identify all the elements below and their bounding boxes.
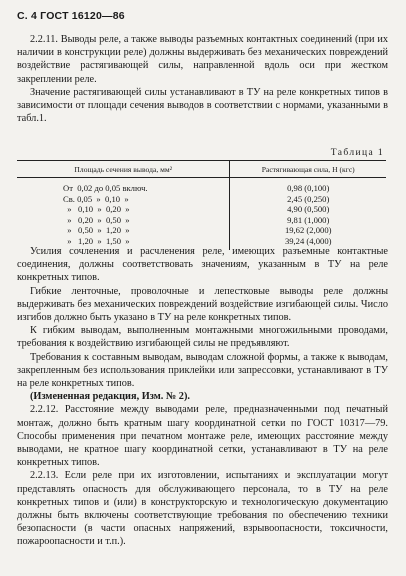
table-header-force: Растягивающая сила, Н (кгс) xyxy=(230,161,386,178)
table-row xyxy=(17,215,386,226)
table-cell-force: 9,81 (1,000) xyxy=(287,214,330,225)
edition-note: (Измененная редакция, Изм. № 2). xyxy=(30,391,190,403)
table-cell-force: 39,24 (4,000) xyxy=(284,235,332,246)
table-cell-area: » 0,50 » 1,20 » xyxy=(17,225,230,236)
table-cell-force: 4,90 (0,500) xyxy=(287,204,330,215)
table-cell-area: От 0,02 до 0,05 включ. xyxy=(17,178,230,194)
table-cell-area: » 0,20 » 0,50 » xyxy=(17,215,230,226)
force-table xyxy=(17,160,386,250)
table-cell-area: Св. 0,05 » 0,10 » xyxy=(17,194,230,205)
table-caption: Таблица 1 xyxy=(330,148,384,158)
table-header-area: Площадь сечения вывода, мм² xyxy=(17,161,230,178)
table-row xyxy=(17,194,386,205)
paragraph-flexible-leads: Гибкие ленточные, проволочные и лепестковые выводы реле должны выдерживать без механических повреждений воздействие изгибающей силы. Число изгибов должно быть указано в ТУ на реле конкретных типов. xyxy=(17,285,388,324)
paragraph-wire-leads: К гибким выводам, выполненным монтажными многожильными проводами, требования к воздействию изгибающей силы не предъявляют. xyxy=(17,325,388,350)
table-cell-force: 2,45 (0,250) xyxy=(287,193,330,204)
paragraph-composite-leads: Требования к составным выводам, выводам сложной формы, а также к выводам, закрепленным без использования приклейки или запрессовки, устанавливают в ТУ на реле конкретных типов. xyxy=(17,351,388,390)
table-row xyxy=(17,225,386,236)
paragraph-2-2-12: 2.2.12. Расстояние между выводами реле, предназначенными под печатный монтаж, должно быть кратным шагу координатной сетки по ГОСТ 10317—79. Способы применения при печатном монтаже реле, имеющих расстояние между выводами, не кратное шагу координатной сетки, устанавливают в ТУ на реле конкретных типов. xyxy=(17,404,388,469)
paragraph-2-2-13: 2.2.13. Если реле при их изготовлении, испытаниях и эксплуатации могут представлять опасность для обслуживающего персонала, то в ТУ на реле конкретных типов и (или) в конструкторскую и технологическую документацию должны быть включены соответствующие требования по обеспечению техники безопасности (в части опасных напряжений, взрывоопасности, токсичности, пожароопасности и т.п.). xyxy=(17,470,388,548)
paragraph-2-2-11: 2.2.11. Выводы реле, а также выводы разъемных контактных соединений (при их наличии в конструкции реле) должны выдерживать без механических повреждений воздействие растягивающей силы, направленной вдоль оси при жестком закреплении реле. xyxy=(17,34,388,85)
table-row xyxy=(17,178,386,194)
section-top xyxy=(17,33,388,125)
page-header: С. 4 ГОСТ 16120—86 xyxy=(17,10,125,22)
paragraph-forces: Усилия сочленения и расчленения реле, имеющих разъемные контактные соединения, должны соответствовать значениям, указанным в ТУ на реле конкретных типов. xyxy=(17,246,388,284)
table-cell-area: » 1,20 » 1,50 » xyxy=(17,236,230,250)
table-cell-area: » 0,10 » 0,20 » xyxy=(17,204,230,215)
table-cell-force: 0,98 (0,100) xyxy=(287,183,330,193)
table-row xyxy=(17,204,386,215)
paragraph-force-value: Значение растягивающей силы устанавливают в ТУ на реле конкретных типов в зависимости от площади сечения выводов в соответствии с нормами, указанными в табл.1. xyxy=(17,86,388,125)
table-cell-force: 19,62 (2,000) xyxy=(284,225,332,236)
section-bottom xyxy=(17,245,388,549)
